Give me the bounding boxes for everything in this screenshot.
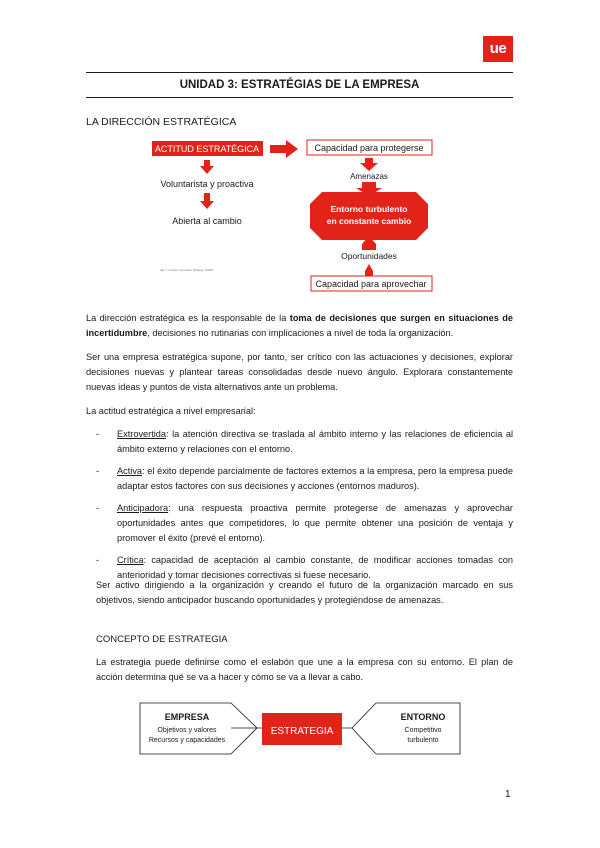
voluntarista-label: Voluntarista y proactiva (160, 179, 254, 189)
entorno-sub-line2: turbulento (407, 737, 439, 744)
strategy-link-diagram (0, 690, 600, 770)
page-number: 1 (505, 789, 511, 800)
entorno-line2: en constante cambio (326, 216, 412, 226)
estrategia-label: ESTRATEGIA (270, 726, 334, 737)
capacidad-aprovechar-label: Capacidad para aprovechar (315, 279, 427, 289)
oportunidades-label: Oportunidades (341, 251, 397, 261)
section-heading-direccion: LA DIRECCIÓN ESTRATÉGICA (86, 116, 237, 128)
strategic-attitude-diagram (0, 0, 600, 310)
attitude-list (96, 427, 513, 590)
down-arrow-icon (200, 160, 214, 174)
empresa-title: EMPRESA (164, 712, 210, 722)
paragraph-concepto: La estrategia puede definirse como el eslabón que une a la empresa con su entorno. El plan de acción determina qué se va a hacer y cómo se va a llevar a cabo. (96, 657, 513, 682)
down-arrow-icon (200, 193, 214, 209)
right-arrow-icon (270, 140, 298, 158)
actitud-label: ACTITUD ESTRATÉGICA (154, 144, 260, 154)
down-arrow-icon (360, 158, 378, 171)
list-item: - Activa: el éxito depende parcialmente de factores externos a la empresa, pero la empresa puede adaptar estos factores con sus decisiones y acciones (entornos maduros). (96, 466, 513, 491)
empresa-line2: Recursos y capacidades (148, 737, 226, 744)
list-item: - Anticipadora: una respuesta proactiva permite protegerse de amenazas y aprovechar oportunidades antes que competidores, lo que permite obtener una posición de ventaja y promover el éxito (prevé el entorno). (96, 503, 513, 543)
source-note: Igor I. Ansoff, Corporate Strategy (1965) (160, 268, 214, 272)
list-item: - Extrovertida: la atención directiva se traslada al ámbito interno y las relaciones de eficiencia al ámbito externo y relaciones con el entorno. (96, 429, 513, 454)
university-logo: ue (483, 36, 513, 62)
entorno-sub-line1: Competitivo (404, 727, 442, 734)
list-item: - Crítica: capacidad de aceptación al cambio constante, de modificar acciones tomadas con anterioridad y tomar decisiones correctivas si fuese necesario. (96, 555, 513, 580)
amenazas-label: Amenazas (350, 172, 388, 181)
paragraph-ser-activo: Ser activo dirigiendo a la organización y creando el futuro de la organización marcado en sus objetivos, siendo anticipador buscando oportunidades y protegiéndose de amenazas. (96, 580, 513, 605)
paragraph-empresa-estrategica: Ser una empresa estratégica supone, por tanto, ser crítico con las actuaciones y decisiones, explorar decisiones nuevas y plantear tareas consolidadas desde nuevo ángulo. Explorara constantemente nuevas ideas y puntos de vista alternativos ante un problema. (86, 352, 513, 392)
unit-title: UNIDAD 3: ESTRATÉGIAS DE LA EMPRESA (179, 79, 420, 91)
section-heading-concepto: CONCEPTO DE ESTRATEGIA (96, 634, 228, 645)
capacidad-proteger-label: Capacidad para protegerse (314, 143, 424, 153)
up-arrow-icon (365, 264, 373, 276)
paragraph-direccion: La dirección estratégica es la responsable de la toma de decisiones que surgen en situaciones de incertidumbre, decisiones no rutinarias con implicaciones a nivel de toda la organización. (86, 313, 513, 338)
abierta-label: Abierta al cambio (172, 216, 242, 226)
entorno-line1: Entorno turbulento (330, 204, 408, 214)
entorno-title: ENTORNO (400, 712, 446, 722)
empresa-line1: Objetivos y valores (157, 727, 217, 734)
paragraph-actitud-intro: La actitud estratégica a nivel empresarial: (86, 406, 256, 416)
